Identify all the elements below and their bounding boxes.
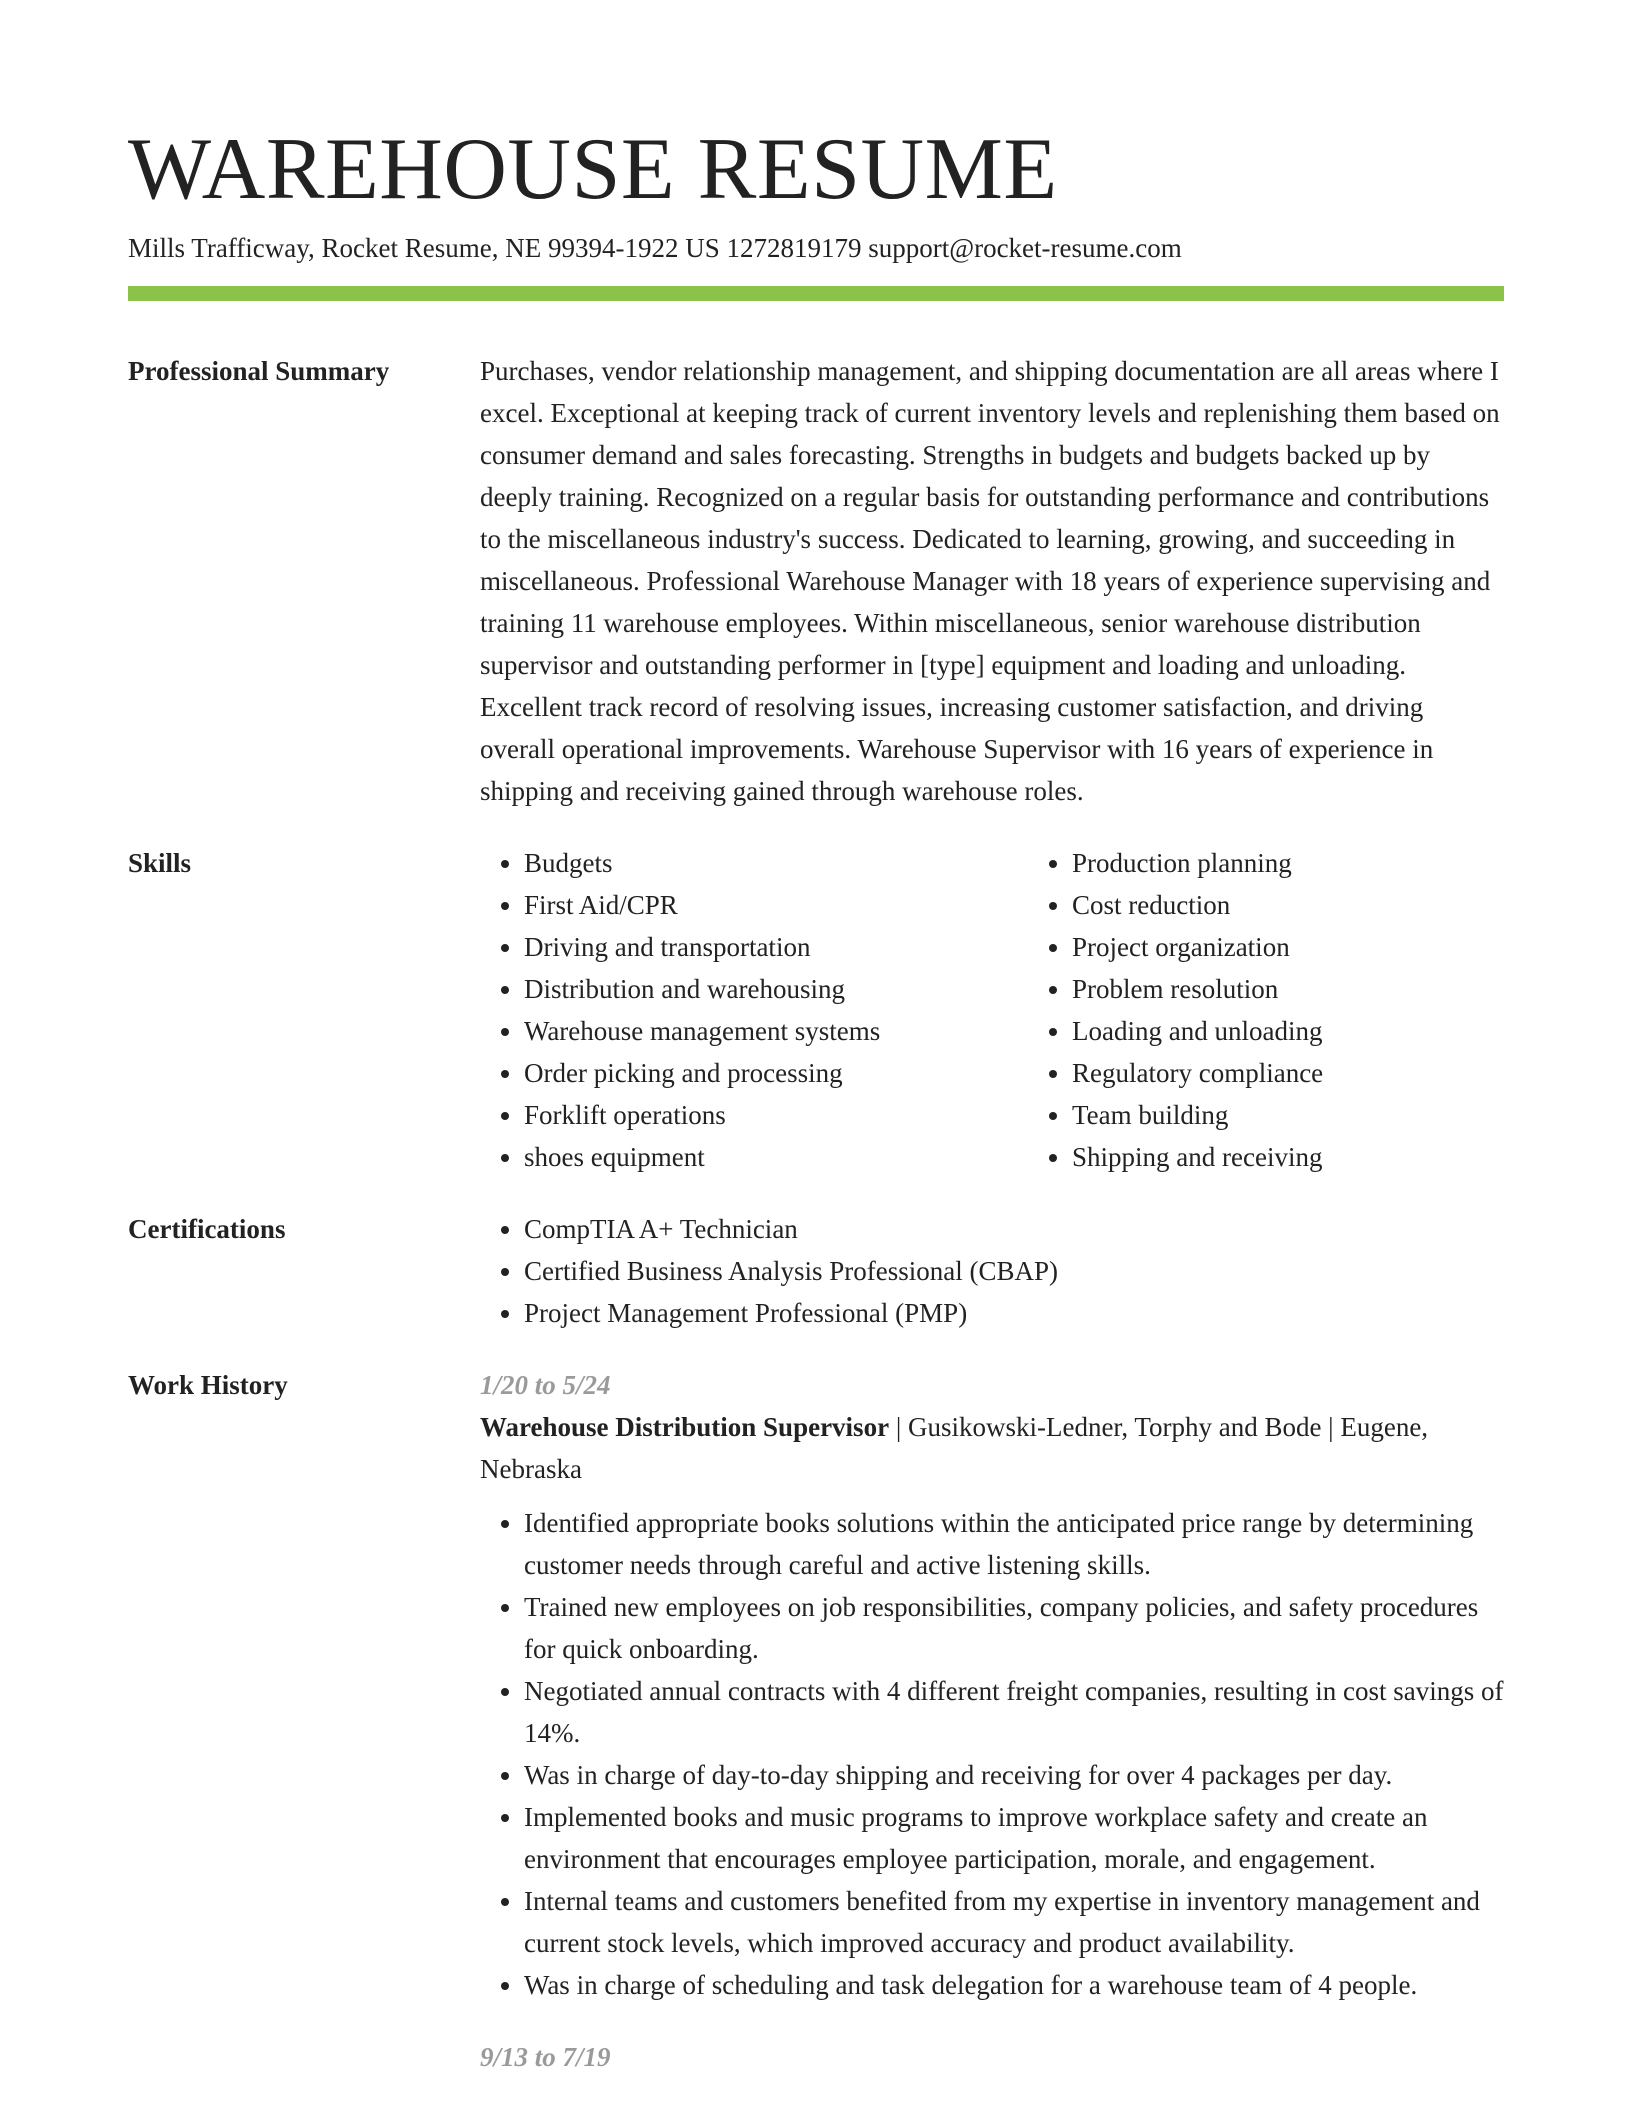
skill-item: • Distribution and warehousing	[524, 968, 1028, 1010]
summary-body	[480, 350, 1504, 812]
skill-item: • Budgets	[524, 842, 1028, 884]
skill-item: • shoes equipment	[524, 1136, 1028, 1178]
job-details: | Gusikowski-Ledner, Torphy and Bode | Eugene, Nebraska	[480, 1412, 1429, 1484]
resume-sections	[128, 350, 1504, 2108]
summary-section	[128, 350, 1504, 812]
skill-item: • Warehouse management systems	[524, 1010, 1028, 1052]
skills-body	[480, 842, 1576, 1178]
skill-item: • Project organization	[1072, 926, 1576, 968]
contact-line: Mills Trafficway, Rocket Resume, NE 99394-1922 US 1272819179 support@rocket-resume.com	[128, 233, 1182, 263]
certifications-section	[128, 1208, 1504, 1334]
skill-item: • Order picking and processing	[524, 1052, 1028, 1094]
summary-text: Purchases, vendor relationship management, and shipping documentation are all areas where I excel. Exceptional at keeping track of current inventory levels and replenishing them based on consumer demand and sales forecasting. Strengths in budgets and budgets backed up by deeply training. Recognized on a regular basis for outstanding performance and contributions to the miscellaneous industry's success. Dedicated to learning, growing, and succeeding in miscellaneous. Professional Warehouse Manager with 18 years of experience supervising and training 11 warehouse employees. Within miscellaneous, senior warehouse distribution supervisor and outstanding performer in [type] equipment and loading and unloading. Excellent track record of resolving issues, increasing customer satisfaction, and driving overall operational improvements. Warehouse Supervisor with 16 years of experience in shipping and receiving gained through warehouse roles.	[480, 356, 1500, 806]
job-bullet: • Negotiated annual contracts with 4 different freight companies, resulting in cost savings of 14%.	[524, 1670, 1504, 1754]
work-history-heading: Work History	[128, 1370, 288, 1400]
job-bullet: • Was in charge of day-to-day shipping and receiving for over 4 packages per day.	[524, 1754, 1504, 1796]
accent-divider	[128, 286, 1504, 301]
skill-item: • Cost reduction	[1072, 884, 1576, 926]
skills-list-right	[1028, 842, 1576, 1178]
certifications-list	[480, 1208, 1504, 1334]
skills-list-left	[480, 842, 1028, 1178]
job-bullet: • Identified appropriate books solutions within the anticipated price range by determining customer needs through careful and active listening skills.	[524, 1502, 1504, 1586]
skill-item: • Forklift operations	[524, 1094, 1028, 1136]
certification-item: • Project Management Professional (PMP)	[524, 1292, 1504, 1334]
job-bullet: • Was in charge of scheduling and task delegation for a warehouse team of 4 people.	[524, 1964, 1504, 2006]
skill-item: • Production planning	[1072, 842, 1576, 884]
job-dates: 9/13 to 7/19	[480, 2042, 611, 2072]
skill-item: • Driving and transportation	[524, 926, 1028, 968]
certifications-body	[480, 1208, 1504, 1334]
work-history-section	[128, 1364, 1504, 2078]
certification-item: • Certified Business Analysis Professional (CBAP)	[524, 1250, 1504, 1292]
job-bullet: • Implemented books and music programs to improve workplace safety and create an environment that encourages employee participation, morale, and engagement.	[524, 1796, 1504, 1880]
skills-heading: Skills	[128, 848, 192, 878]
skill-item: • Shipping and receiving	[1072, 1136, 1576, 1178]
job-bullet: • Trained new employees on job responsibilities, company policies, and safety procedures for quick onboarding.	[524, 1586, 1504, 1670]
skill-item: • First Aid/CPR	[524, 884, 1028, 926]
job-dates: 1/20 to 5/24	[480, 1370, 611, 1400]
certifications-heading: Certifications	[128, 1214, 286, 1244]
resume-title: WAREHOUSE RESUME	[128, 121, 1058, 218]
summary-heading: Professional Summary	[128, 356, 390, 386]
skill-item: • Problem resolution	[1072, 968, 1576, 1010]
skill-item: • Loading and unloading	[1072, 1010, 1576, 1052]
skills-section	[128, 842, 1504, 1178]
work-history-body	[480, 1364, 1504, 2078]
job-bullet: • Internal teams and customers benefited from my expertise in inventory management and current stock levels, which improved accuracy and product availability.	[524, 1880, 1504, 1964]
job-title: Warehouse Distribution Supervisor	[480, 1412, 890, 1442]
skill-item: • Regulatory compliance	[1072, 1052, 1576, 1094]
certification-item: • CompTIA A+ Technician	[524, 1208, 1504, 1250]
skill-item: • Team building	[1072, 1094, 1576, 1136]
job-heading	[480, 1406, 1504, 1490]
job-bullets	[480, 1502, 1504, 2006]
